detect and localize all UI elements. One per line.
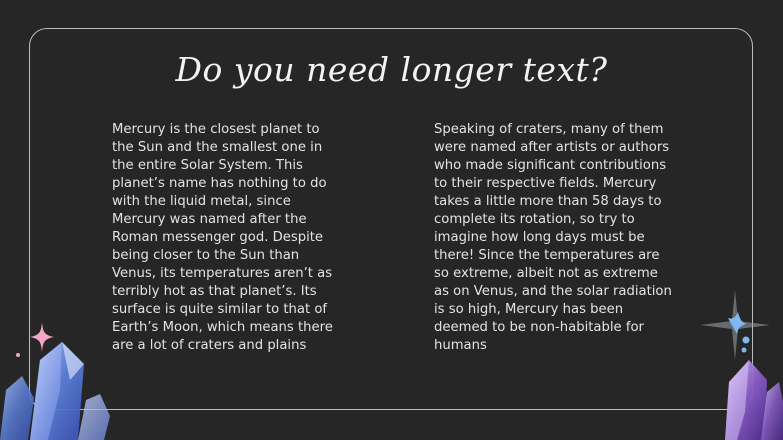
sparkle-dot-icon <box>15 352 21 358</box>
sparkle-star-icon <box>700 290 770 360</box>
slide-title: Do you need longer text? <box>175 50 608 89</box>
text-column-left: Mercury is the closest planet to the Sun and the smallest one in the entire Solar System. This planet’s name has nothing to do with the liquid metal, since Mercury was named after the Roman messenger god. Despite being closer to the Sun than Venus, its temperatures aren’t as terribly hot as that planet’s. Its surface is quite similar to that of Earth’s Moon, which means there are a lot of craters and plains <box>112 122 333 353</box>
text-column-right: Speaking of craters, many of them were named after artists or authors who made significant contributions to their respective fields. Mercury takes a little more than 58 days to complete its rotation, so try to imagine how long days must be there! Since the temperatures are so extreme, albeit not as extreme as on Venus, and the solar radiation is so high, Mercury has been deemed to be non-habitable for humans <box>434 122 672 353</box>
crystal-cluster-right-icon <box>715 352 783 440</box>
sparkle-pink-icon <box>30 322 54 352</box>
crystal-cluster-left-icon <box>0 320 120 440</box>
